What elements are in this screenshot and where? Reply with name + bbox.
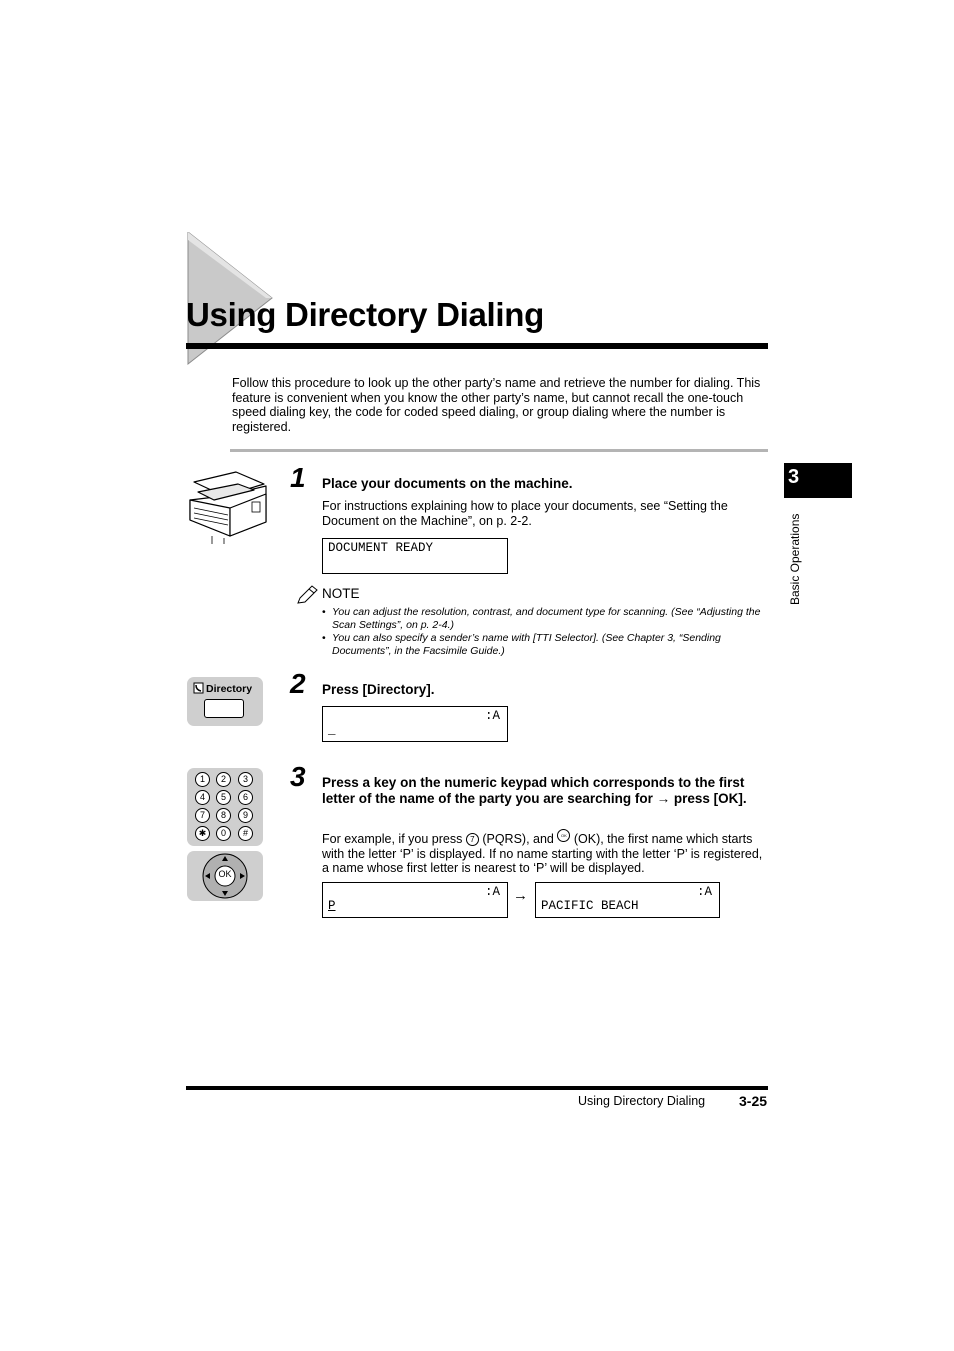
bullet: • bbox=[322, 606, 326, 618]
lcd-mode-indicator: :A bbox=[696, 885, 712, 899]
chapter-side-label-text: Basic Operations bbox=[788, 513, 802, 605]
pencil-note-icon bbox=[296, 584, 320, 604]
keypad-key-5: 5 bbox=[216, 790, 231, 805]
footer-section-title: Using Directory Dialing bbox=[578, 1094, 706, 1108]
phonebook-icon bbox=[193, 682, 205, 694]
lcd-line-1: DOCUMENT READY bbox=[328, 541, 434, 555]
bullet: • bbox=[322, 632, 326, 644]
step-3-number: 3 bbox=[290, 761, 306, 792]
intro-divider bbox=[230, 449, 768, 452]
lcd-mode-indicator: :A bbox=[484, 885, 500, 899]
note-list bbox=[322, 606, 768, 658]
keypad-key-star: ✱ bbox=[195, 826, 210, 841]
step-2-heading: Press [Directory]. bbox=[322, 682, 435, 697]
fax-machine-icon bbox=[184, 470, 270, 550]
keypad-key-1: 1 bbox=[195, 772, 210, 787]
lcd-cursor: _ bbox=[328, 723, 336, 737]
note-heading: NOTE bbox=[322, 586, 360, 601]
ok-key-illustration bbox=[187, 851, 263, 901]
keypad-key-2: 2 bbox=[216, 772, 231, 787]
keypad-key-6: 6 bbox=[238, 790, 253, 805]
step-3-text-end: (OK), the first name which starts with the letter ‘P’ is displayed. If no name starting with the letter ‘P’ is registered, a name whose first letter is nearest to ‘P’ will be displayed. bbox=[322, 832, 763, 876]
chapter-side-label bbox=[786, 505, 802, 605]
keypad-key-0: 0 bbox=[216, 826, 231, 841]
note-item bbox=[322, 606, 768, 632]
chapter-tab-number: 3 bbox=[788, 466, 800, 488]
keypad-key-4: 4 bbox=[195, 790, 210, 805]
chapter-title-block bbox=[186, 232, 768, 372]
step-3-text-start: For example, if you press bbox=[322, 832, 463, 846]
lcd-display-pacific-beach bbox=[535, 882, 720, 918]
footer-page-number: 3-25 bbox=[739, 1093, 768, 1109]
step-1-number: 1 bbox=[290, 462, 306, 493]
keypad-key-9: 9 bbox=[238, 808, 253, 823]
note-item-text: You can also specify a sender’s name with [TTI Selector]. (See Chapter 3, “Sending Documents”, in the Facsimile Guide.) bbox=[332, 632, 721, 657]
lcd-entered-letter: P bbox=[328, 899, 336, 913]
lcd-found-name: PACIFIC BEACH bbox=[541, 899, 639, 913]
keypad-key-7: 7 bbox=[195, 808, 210, 823]
page-title: Using Directory Dialing bbox=[186, 296, 545, 333]
note-item bbox=[322, 632, 768, 658]
step-1-heading: Place your documents on the machine. bbox=[322, 476, 573, 491]
step-3-text bbox=[322, 829, 768, 876]
intro-paragraph: Follow this procedure to look up the other party’s name and retrieve the number for dialing. This feature is convenient when you know the other party’s name, but cannot recall the one-touch speed dialing key, the code for coded speed dialing, or group dialing where the number is registered. bbox=[232, 376, 761, 434]
keypad-key-3: 3 bbox=[238, 772, 253, 787]
keypad-key-hash: # bbox=[238, 826, 253, 841]
lcd-mode-indicator: :A bbox=[484, 709, 500, 723]
chapter-tab bbox=[784, 463, 852, 498]
lcd-display-directory bbox=[322, 706, 508, 742]
numeric-keypad-illustration bbox=[187, 768, 263, 846]
lcd-display-document-ready bbox=[322, 538, 508, 574]
footer-rule bbox=[186, 1086, 768, 1090]
directory-key-button bbox=[204, 699, 244, 718]
directory-key-illustration bbox=[187, 677, 263, 726]
step-3-heading: Press a key on the numeric keypad which corresponds to the first letter of the name of the party you are searching for → press [OK]. bbox=[322, 775, 747, 806]
title-rule bbox=[186, 343, 768, 349]
keypad-key-8: 8 bbox=[216, 808, 231, 823]
note-item-text: You can adjust the resolution, contrast, and document type for scanning. (See “Adjusting the Scan Settings”, on p. 2-4.) bbox=[332, 606, 761, 631]
right-arrow-icon: → bbox=[513, 887, 528, 904]
step-2-number: 2 bbox=[290, 668, 306, 699]
inline-ok-key-icon: OK bbox=[557, 829, 570, 842]
step-1-text: For instructions explaining how to place your documents, see “Setting the Document on the Machine”, on p. 2-2. bbox=[322, 499, 728, 528]
directory-key-label: Directory bbox=[206, 683, 253, 695]
step-3-text-middle: (PQRS), and bbox=[482, 832, 554, 846]
inline-key-7-icon: 7 bbox=[466, 833, 479, 846]
lcd-display-letter-p bbox=[322, 882, 508, 918]
ok-key-label: OK bbox=[218, 869, 232, 879]
